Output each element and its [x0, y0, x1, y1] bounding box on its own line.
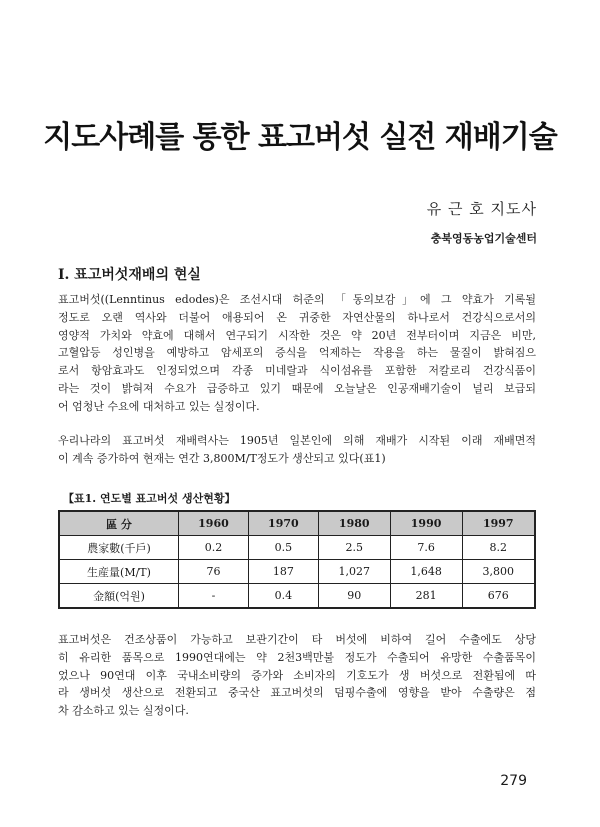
paragraph-line: 라 생버섯 생산으로 전환되고 중국산 표고버섯의 덤핑수출에 영향을 받아 수출량은 점: [58, 686, 536, 700]
table-cell: 農家數(千戶): [59, 536, 179, 560]
header-cell: 1990: [390, 511, 462, 536]
table-cell: 0.4: [248, 584, 318, 609]
table-row: [59, 560, 535, 584]
table-cell: 281: [390, 584, 462, 609]
paragraph-line: 이 계속 증가하여 현재는 연간 3,800M/T정도가 생산되고 있다(표1): [58, 451, 386, 465]
table-cell: -: [179, 584, 249, 609]
paragraph-line: 히 유리한 품목으로 1990연대에는 약 2천3백만불 정도가 수출되어 유망한 수출품목이: [58, 650, 536, 664]
paragraph-line: 라는 것이 밝혀져 수요가 급증하고 있기 때문에 오늘날은 인공재배기술이 널리 보급되: [58, 381, 536, 395]
header-cell: 1960: [179, 511, 249, 536]
table-cell: 金額(억원): [59, 584, 179, 609]
paragraph-line: 영양적 가치와 약효에 대해서 연구되기 시작한 것은 약 20년 전부터이며 지금은 비만,: [58, 328, 536, 342]
page-number: 279: [500, 773, 527, 789]
table-row: [59, 536, 535, 560]
table-cell: 1,027: [318, 560, 390, 584]
paragraph-3: [58, 631, 536, 720]
paragraph-line: 어 엄청난 수요에 대처하고 있는 실정이다.: [58, 399, 260, 413]
header-cell: 1980: [318, 511, 390, 536]
paragraph-line: 정도로 오랜 역사와 더불어 애용되어 온 귀중한 자연산물의 하나로서 건강식으로서의: [58, 310, 536, 324]
author-affiliation: 충북영동농업기술센터: [430, 232, 537, 245]
header-cell: 區 分: [59, 511, 179, 536]
article-title: 지도사례를 통한 표고버섯 실전 재배기술: [43, 120, 557, 155]
table-cell: 676: [462, 584, 535, 609]
table-caption: 【표1. 연도별 표고버섯 생산현황】: [63, 492, 236, 505]
table-cell: 0.5: [248, 536, 318, 560]
paragraph-line: 차 감소하고 있는 실정이다.: [58, 704, 189, 718]
author-name: 유 근 호 지도사: [426, 200, 537, 218]
paragraph-line: 표고버섯((Lenntinus edodes)은 조선시대 허준의 「동의보감」에 그 약효가 기록될: [58, 293, 536, 306]
table-cell: 7.6: [390, 536, 462, 560]
paragraph-line: 고혈압등 성인병을 예방하고 암세포의 증식을 억제하는 작용을 하는 물질이 밝혀짐으: [58, 346, 536, 360]
table-header-row: [59, 511, 535, 536]
production-table: [58, 510, 536, 609]
table-row: [59, 584, 535, 609]
table-cell: 3,800: [462, 560, 535, 584]
paragraph-line: 표고버섯은 건조상품이 가능하고 보관기간이 타 버섯에 비하여 길어 수출에도 상당: [58, 633, 536, 646]
paragraph-line: 었으나 90연대 이후 국내소비량의 증가와 소비자의 기호도가 생 버섯으로 전환됨에 따: [58, 668, 536, 682]
paragraph-1: [58, 291, 536, 416]
section-heading: Ⅰ. 표고버섯재배의 현실: [58, 267, 201, 283]
paragraph-2: [58, 432, 536, 468]
table-cell: 187: [248, 560, 318, 584]
table-cell: 76: [179, 560, 249, 584]
table-cell: 1,648: [390, 560, 462, 584]
table-cell: 8.2: [462, 536, 535, 560]
header-cell: 1970: [248, 511, 318, 536]
table-cell: 90: [318, 584, 390, 609]
table-cell: 2.5: [318, 536, 390, 560]
table-cell: 生産量(M/T): [59, 560, 179, 584]
header-cell: 1997: [462, 511, 535, 536]
paragraph-line: 우리나라의 표고버섯 재배력사는 1905년 일본인에 의해 재배가 시작된 이래 재배면적: [58, 434, 536, 447]
paragraph-line: 로서 항암효과도 인정되었으며 각종 미네랄과 식이섬유를 포함한 저칼로리 건강식품이: [58, 364, 536, 378]
table-cell: 0.2: [179, 536, 249, 560]
